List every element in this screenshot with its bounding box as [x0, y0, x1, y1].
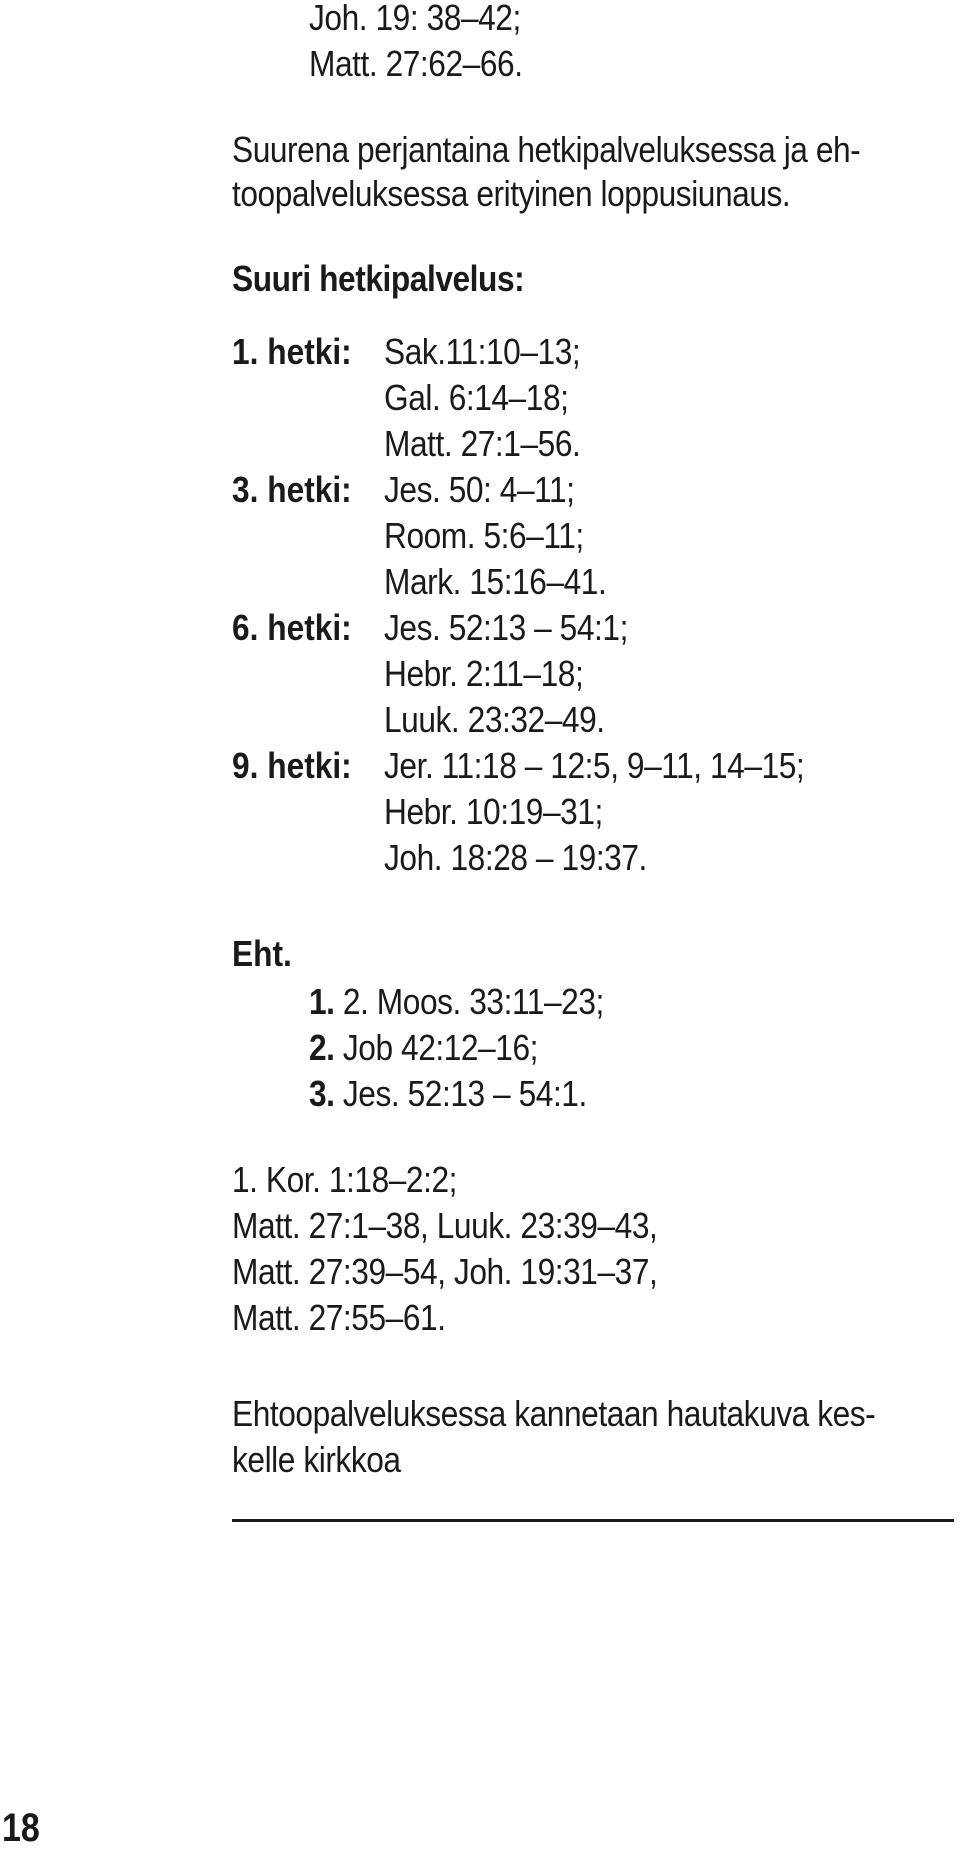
- hour-9-reading-3: Joh. 18:28 – 19:37.: [384, 837, 647, 878]
- vespers-reading-2: [309, 1026, 538, 1070]
- vespers-label: Eht.: [232, 933, 292, 974]
- hour-6-reading-3: Luuk. 23:32–49.: [384, 699, 605, 740]
- hour-label-1: 1. hetki:: [232, 331, 352, 372]
- great-hours-heading: Suuri hetkipalvelus:: [232, 258, 525, 299]
- vespers-reading-3: [309, 1072, 587, 1116]
- hour-3-reading-3: Mark. 15:16–41.: [384, 561, 607, 602]
- hour-label-6: 6. hetki:: [232, 607, 352, 648]
- hour-1-reading-2: Gal. 6:14–18;: [384, 377, 569, 418]
- intro-ref-2: Matt. 27:62–66.: [309, 43, 523, 84]
- gospel-reading-4: Matt. 27:55–61.: [232, 1297, 446, 1338]
- gospel-reading-3: Matt. 27:39–54, Joh. 19:31–37,: [232, 1251, 658, 1292]
- hour-1-reading-1: Sak.11:10–13;: [384, 331, 581, 372]
- intro-ref-1: Joh. 19: 38–42;: [309, 0, 521, 38]
- vespers-reading-text: 2. Moos. 33:11–23;: [334, 981, 604, 1022]
- hour-9-reading-1: Jer. 11:18 – 12:5, 9–11, 14–15;: [384, 745, 805, 786]
- vespers-reading-text: Jes. 52:13 – 54:1.: [334, 1073, 587, 1114]
- hour-1-reading-3: Matt. 27:1–56.: [384, 423, 581, 464]
- vespers-reading-num: 2.: [309, 1027, 335, 1068]
- section-divider: [232, 1519, 954, 1522]
- gospel-reading-2: Matt. 27:1–38, Luuk. 23:39–43,: [232, 1205, 658, 1246]
- hour-9-reading-2: Hebr. 10:19–31;: [384, 791, 603, 832]
- closing-note-line-2: kelle kirkkoa: [232, 1439, 401, 1480]
- vespers-reading-text: Job 42:12–16;: [334, 1027, 539, 1068]
- vespers-reading-num: 3.: [309, 1073, 335, 1114]
- hour-label-3: 3. hetki:: [232, 469, 352, 510]
- hour-3-reading-2: Room. 5:6–11;: [384, 515, 584, 556]
- hour-6-reading-1: Jes. 52:13 – 54:1;: [384, 607, 628, 648]
- gospel-reading-1: 1. Kor. 1:18–2:2;: [232, 1159, 458, 1200]
- hour-6-reading-2: Hebr. 2:11–18;: [384, 653, 584, 694]
- closing-note-line-1: Ehtoopalveluksessa kannetaan hautakuva kes-: [232, 1393, 876, 1434]
- note-line-2: toopalveluksessa erityinen loppusiunaus.: [232, 173, 791, 214]
- hour-3-reading-1: Jes. 50: 4–11;: [384, 469, 575, 510]
- page-number: 18: [2, 1806, 40, 1850]
- vespers-reading-num: 1.: [309, 981, 335, 1022]
- vespers-reading-1: [309, 980, 604, 1024]
- hour-label-9: 9. hetki:: [232, 745, 352, 786]
- note-line-1: Suurena perjantaina hetkipalveluksessa ja eh-: [232, 129, 861, 170]
